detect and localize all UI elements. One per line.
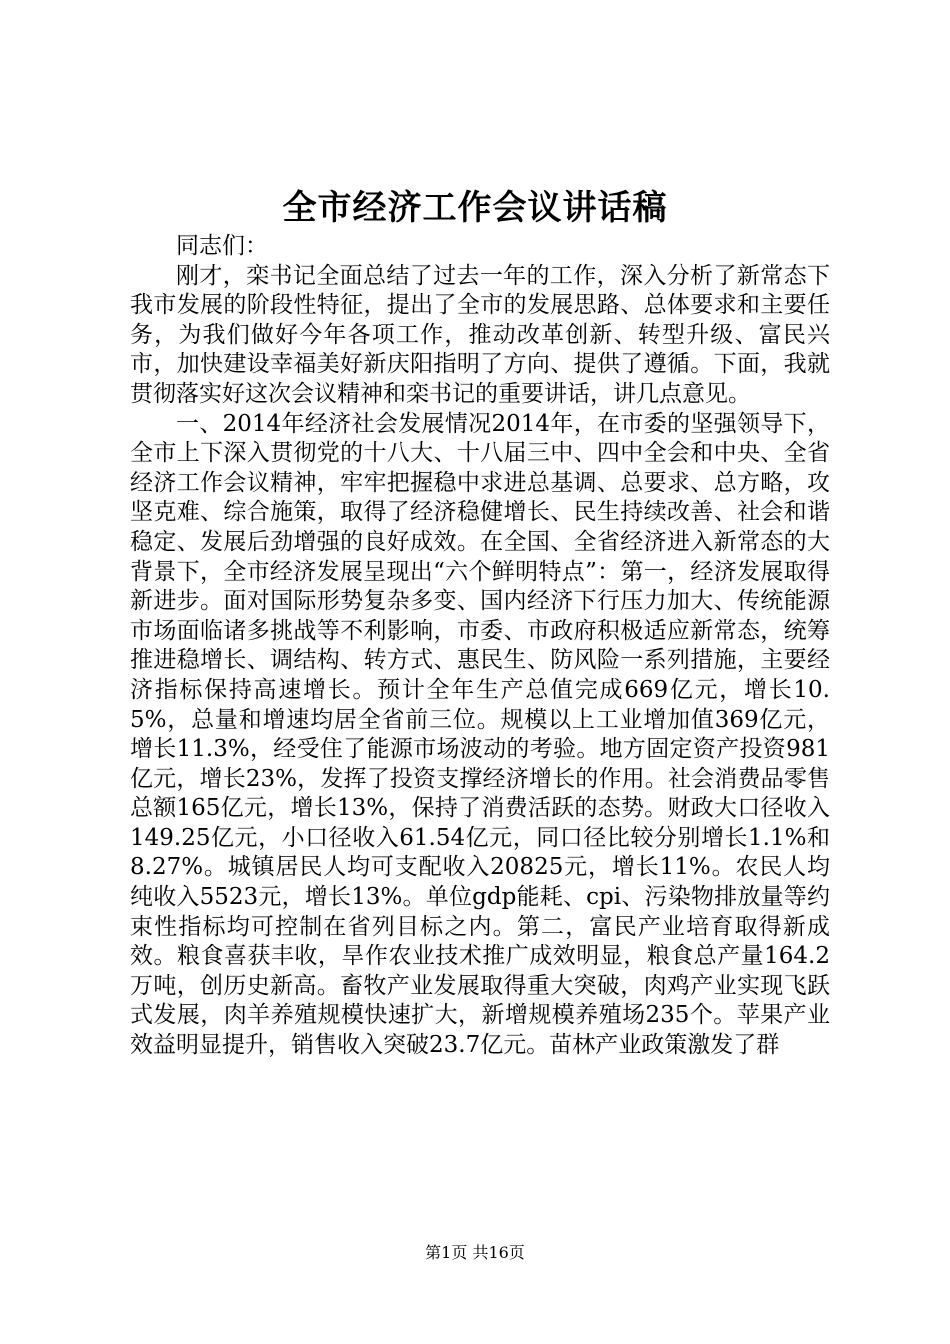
- document-title: 全市经济工作会议讲话稿: [282, 188, 668, 228]
- salutation: 同志们：: [176, 233, 268, 259]
- page-number-footer: 第1页 共16页: [425, 1243, 525, 1262]
- document-body: [130, 232, 830, 1061]
- paragraph-intro: 刚才，栾书记全面总结了过去一年的工作，深入分析了新常态下我市发展的阶段性特征，提出了全市的发展思路、总体要求和主要任务，为我们做好今年各项工作，推动改革创新、转型升级、富民兴市，加快建设幸福美好新庆阳指明了方向、提供了遵循。下面，我就贯彻落实好这次会议精神和栾书记的重要讲话，讲几点意见。: [130, 262, 830, 407]
- paragraph-section-one: 一、2014年经济社会发展情况2014年，在市委的坚强领导下，全市上下深入贯彻党的十八大、十八届三中、四中全会和中央、全省经济工作会议精神，牢牢把握稳中求进总基调、总要求、总方略，攻坚克难、综合施策，取得了经济稳健增长、民生持续改善、社会和谐稳定、发展后劲增强的良好成效。在全国、全省经济进入新常态的大背景下，全市经济发展呈现出“六个鲜明特点”：第一，经济发展取得新进步。面对国际形势复杂多变、国内经济下行压力加大、传统能源市场面临诸多挑战等不利影响，市委、市政府积极适应新常态，统筹推进稳增长、调结构、转方式、惠民生、防风险一系列措施，主要经济指标保持高速增长。预计全年生产总值完成669亿元，增长10.5%，总量和增速均居全省前三位。规模以上工业增加值369亿元，增长11.3%，经受住了能源市场波动的考验。地方固定资产投资981亿元，增长23%，发挥了投资支撑经济增长的作用。社会消费品零售总额165亿元，增长13%，保持了消费活跃的态势。财政大口径收入149.25亿元，小口径收入61.54亿元，同口径比较分别增长1.1%和8.27%。城镇居民人均可支配收入20825元，增长11%。农民人均纯收入5523元，增长13%。单位gdp能耗、cpi、污染物排放量等约束性指标均可控制在省列目标之内。第二，富民产业培育取得新成效。粮食喜获丰收，旱作农业技术推广成效明显，粮食总产量164.2万吨，创历史新高。畜牧产业发展取得重大突破，肉鸡产业实现飞跃式发展，肉羊养殖规模快速扩大，新增规模养殖场235个。苹果产业效益明显提升，销售收入突破23.7亿元。苗林产业政策激发了群: [130, 410, 830, 1059]
